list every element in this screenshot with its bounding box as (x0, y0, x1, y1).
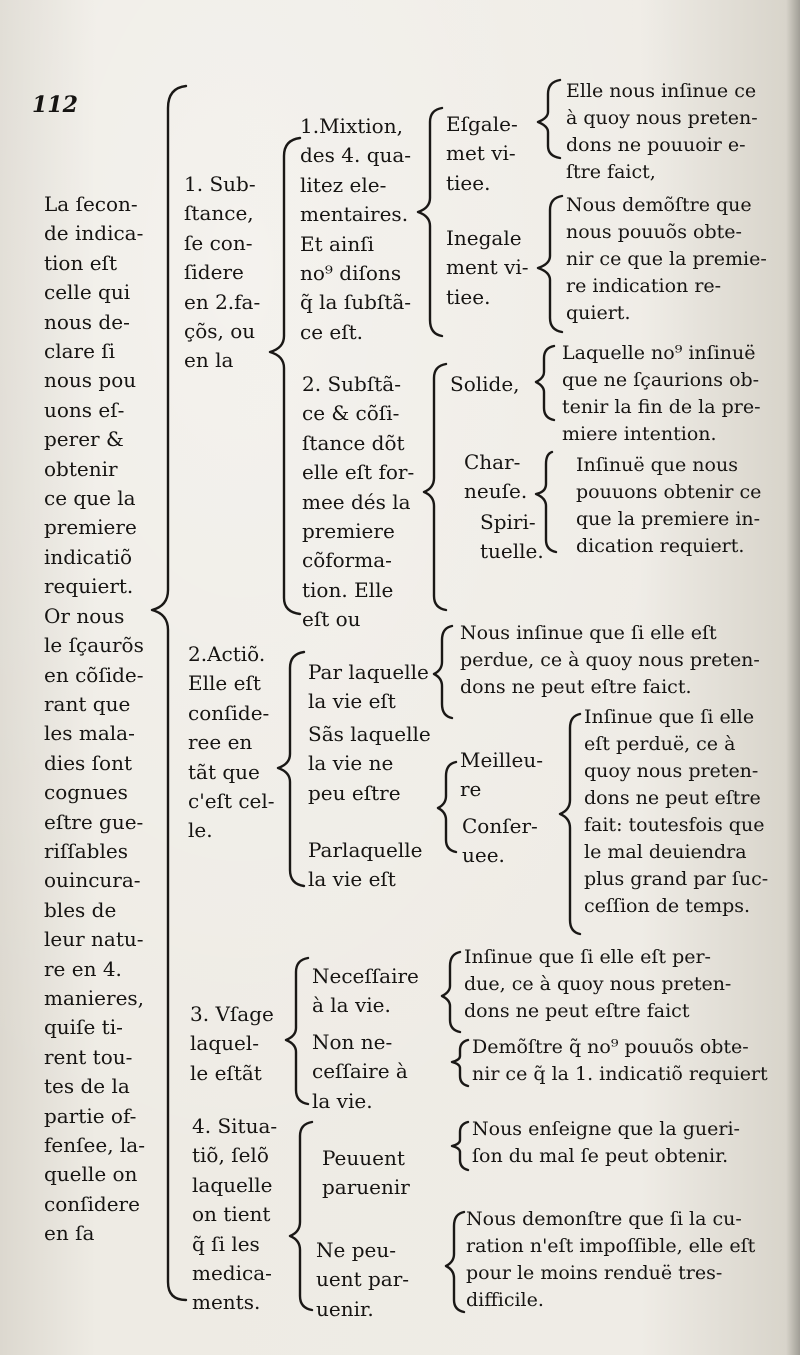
spirituelle-label: Spiri- tuelle. (480, 510, 544, 564)
par-laquelle-label: Par laquelle la vie eſt (308, 660, 429, 714)
egalement-label: Eſgale- met vi- tiee. (446, 112, 518, 195)
mixtion-brace (418, 108, 442, 336)
inegalement-note: Nous demõſtre que nous pouuõs obte- nir ce que la premie- re indication re- quiert. (566, 194, 767, 324)
charneuse-note-brace (536, 452, 556, 552)
inegalement-note-brace (538, 196, 562, 332)
inegalement-label: Inegale ment vi- tiee. (446, 226, 529, 309)
usage-brace (286, 958, 308, 1104)
intro-paragraph: La ſecon- de indica- tion eſt celle qui nous de- clare ſi nous pou uons eſ- perer & obtenir ce que la premiere indicatiõ requiert. Or nous le ſçaurõs en cõſide- rant que les mala- dies ſont cognues eſtre gue- riſſables ouincura- bles de leur natu- re en 4. manieres, quiſe ti- rent tou- tes de la partie of- fenſee, la- quelle on conſidere en ſa (44, 192, 145, 1246)
meilleure-note-brace (560, 714, 580, 934)
egalement-note: Elle nous inſinue ce à quoy nous preten- dons ne pouuoir e- ſtre faict, (566, 80, 758, 183)
meilleure-label: Meilleu- re (460, 748, 543, 802)
charneuse-label: Char- neuſe. (464, 450, 528, 504)
page-number: 112 (32, 92, 78, 118)
non-necessaire-note: Demõſtre q̃ no⁹ pouuõs obte- nir ce q̃ la 1. indicatiõ requiert (472, 1036, 768, 1085)
solide-note-brace (536, 346, 554, 420)
solide-note: Laquelle no⁹ inſinuë que ne ſçaurions ob- tenir la fin de la pre- miere intention. (562, 342, 761, 445)
peuvent-label: Peuuent paruenir (322, 1146, 410, 1200)
meilleure-brace (438, 762, 456, 852)
peuvent-note-brace (452, 1122, 468, 1170)
action-brace (278, 652, 304, 886)
substance-brace (270, 138, 300, 614)
egalement-note-brace (538, 80, 560, 158)
par-laquelle-note-brace (434, 626, 452, 718)
conservee-label: Conſer- uee. (462, 814, 538, 868)
necessaire-note: Inſinue que ſi elle eſt per- due, ce à quoy nous preten- dons ne peut eſtre faict (464, 946, 732, 1022)
necessaire-note-brace (442, 952, 460, 1032)
forme-brace (424, 364, 446, 610)
peuvent-note: Nous enſeigne que la gueri- ſon du mal ſe peut obtenir. (472, 1118, 740, 1167)
par-laquelle-2-label: Parlaquelle la vie eſt (308, 838, 423, 892)
mixtion-label: 1.Mixtion, des 4. qua- litez ele- mentaires. Et ainſi no⁹ diſons q̃ la ſubſtã- ce eſt. (300, 114, 412, 344)
substance-label: 1. Sub- ſtance, ſe con- ſidere en 2.fa- çõs, ou en la (184, 172, 261, 373)
charneuse-note: Inſinuë que nous pouuons obtenir ce que la premiere in- dication requiert. (576, 454, 762, 557)
par-laquelle-note: Nous inſinue que ſi elle eſt perdue, ce à quoy nous preten- dons ne peut eſtre faict. (460, 622, 760, 698)
forme-label: 2. Subſtã- ce & cõſi- ſtance dõt elle eſt for- mee dés la premiere cõforma- tion. Elle eſt ou (302, 372, 415, 632)
non-necessaire-label: Non ne- ceſſaire à la vie. (312, 1030, 408, 1113)
solide-label: Solide, (450, 372, 520, 396)
necessaire-label: Neceſſaire à la vie. (312, 964, 419, 1018)
action-label: 2.Actiõ. Elle eſt conſide- ree en tãt que c'eſt cel- le. (188, 642, 275, 843)
non-necessaire-note-brace (452, 1040, 468, 1086)
usage-label: 3. Vſage laquel- le eſtãt (190, 1002, 274, 1085)
situation-brace (290, 1122, 312, 1310)
main-brace (152, 86, 186, 1300)
ne-peuvent-note-brace (446, 1212, 464, 1312)
ne-peuvent-note: Nous demonſtre que ſi la cu- ration n'eſt impoſſible, elle eſt pour le moins renduë tres- difficile. (466, 1208, 756, 1311)
sans-laquelle-label: Sãs laquelle la vie ne peu eſtre (308, 722, 431, 805)
ne-peuvent-label: Ne peu- uent par- uenir. (316, 1238, 410, 1321)
situation-label: 4. Situa- tiõ, ſelõ laquelle on tient q̃ ſi les medica- ments. (192, 1114, 278, 1315)
meilleure-note: Inſinue que ſi elle eſt perduë, ce à quoy nous preten- dons ne peut eſtre fait: toutesfois que le mal deuiendra plus grand par ſuc- ceſſion de temps. (584, 706, 769, 917)
